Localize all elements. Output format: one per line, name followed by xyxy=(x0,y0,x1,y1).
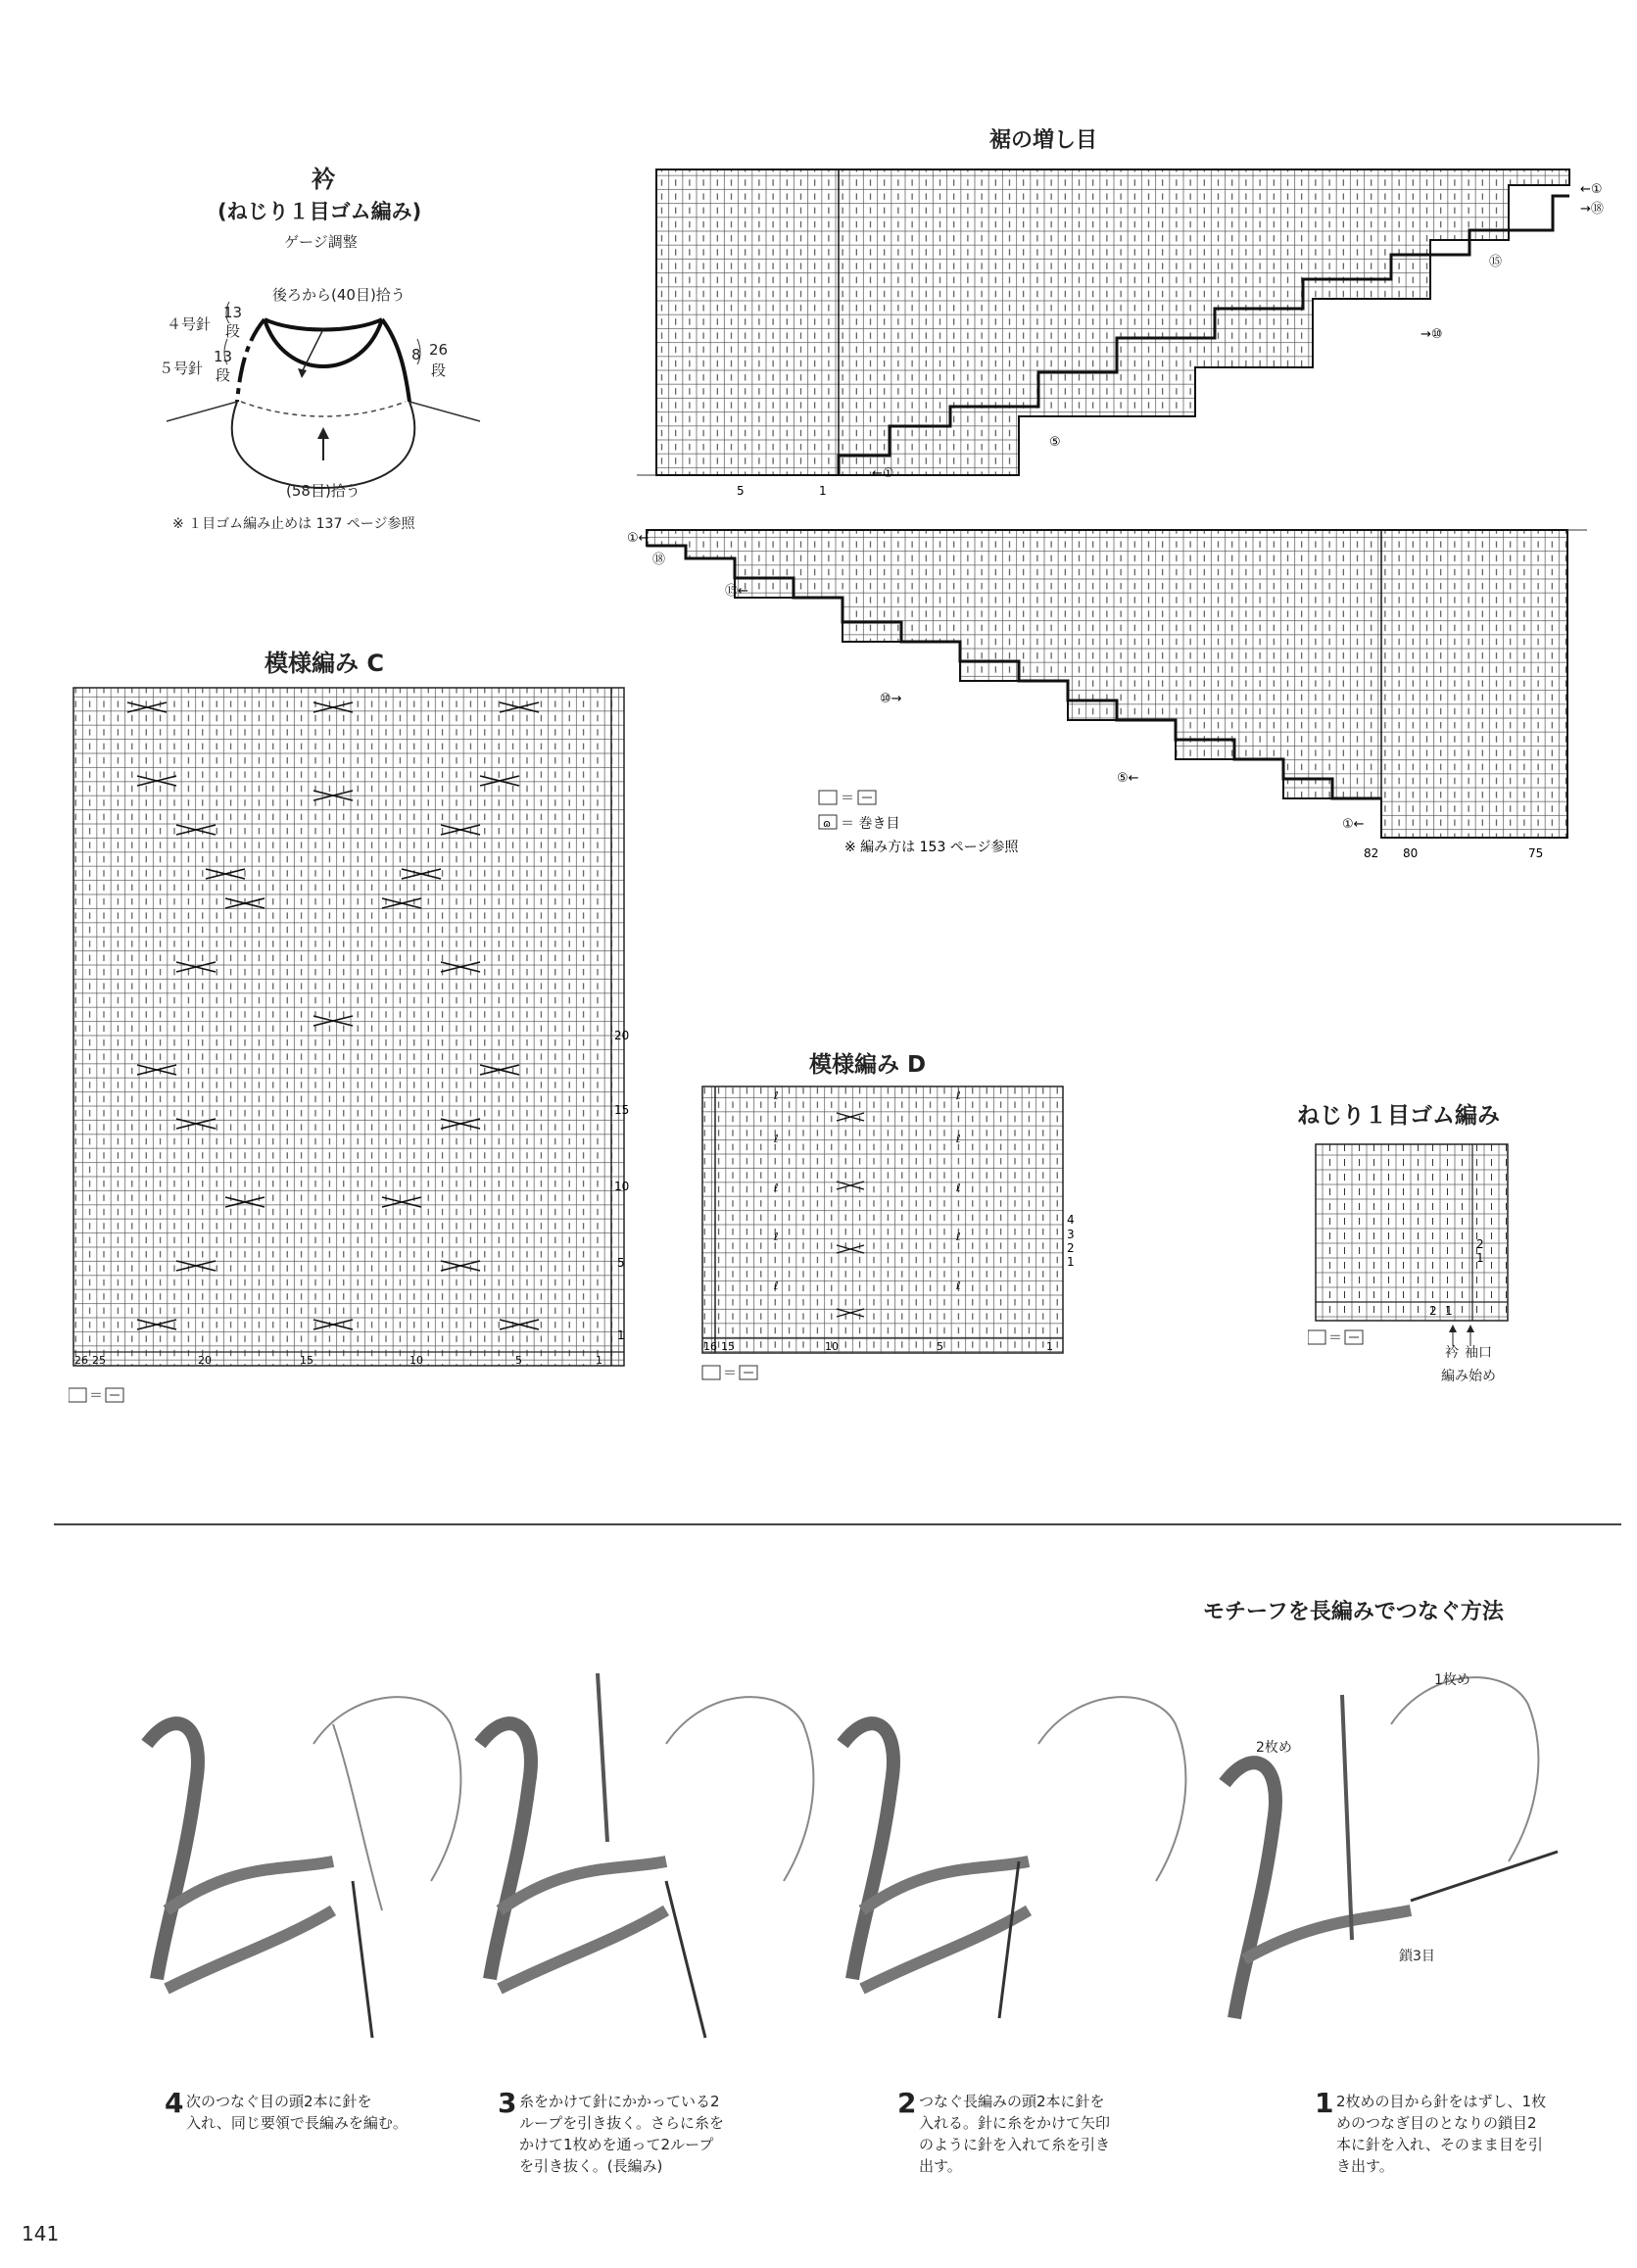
svg-text:1: 1 xyxy=(1046,1340,1053,1353)
step-text-line: 出す。 xyxy=(919,2157,962,2175)
svg-text:ℓ: ℓ xyxy=(774,1231,779,1243)
motif-chain3-label: 鎖3目 xyxy=(1399,1949,1435,1964)
svg-text:1: 1 xyxy=(819,484,827,498)
svg-text:①←: ①← xyxy=(1342,817,1365,832)
collar-bind-off-note: ※ １目ゴム編み止めは 137 ページ参照 xyxy=(172,516,415,532)
motif-step-4 xyxy=(165,2087,408,2132)
svg-text:15: 15 xyxy=(300,1354,313,1367)
svg-text:＝ 巻き目: ＝ 巻き目 xyxy=(841,816,900,832)
svg-text:1: 1 xyxy=(596,1354,602,1367)
pattern-c-title: 模様編み C xyxy=(265,650,384,677)
svg-text:16: 16 xyxy=(703,1340,717,1353)
step-text-line: 糸をかけて針にかかっている2 xyxy=(519,2093,720,2110)
svg-text:ℓ: ℓ xyxy=(956,1182,961,1194)
motif-join-illustrations xyxy=(137,1665,1607,2067)
step-number: 3 xyxy=(498,2087,517,2119)
motif-step-1 xyxy=(1315,2087,1547,2175)
collar-front-pick-label: (58目)拾う xyxy=(286,482,361,500)
svg-text:10: 10 xyxy=(825,1340,839,1353)
svg-text:10: 10 xyxy=(614,1180,630,1193)
svg-text:1: 1 xyxy=(1445,1304,1453,1318)
collar-back-pick-label: 後ろから(40目)拾う xyxy=(272,286,406,304)
svg-text:20: 20 xyxy=(614,1029,630,1042)
motif-step-3 xyxy=(498,2087,724,2175)
twisted-rib-title: ねじり１目ゴム編み xyxy=(1297,1103,1500,1129)
motif-second-label: 2枚め xyxy=(1256,1740,1292,1756)
step-text-line: のように針を入れて糸を引き xyxy=(919,2136,1111,2153)
step-text-line: 本に針を入れ、そのまま目を引 xyxy=(1336,2136,1543,2153)
svg-text:15: 15 xyxy=(721,1340,735,1353)
svg-text:2: 2 xyxy=(1067,1241,1075,1255)
svg-text:25: 25 xyxy=(92,1354,106,1367)
collar-26-label: 26 xyxy=(429,341,449,359)
svg-text:ℓ: ℓ xyxy=(956,1279,961,1292)
svg-text:ℓ: ℓ xyxy=(774,1089,779,1102)
svg-text:82: 82 xyxy=(1364,846,1379,860)
hem-title: 裾の増し目 xyxy=(989,128,1098,153)
svg-text:3: 3 xyxy=(1067,1228,1075,1241)
svg-text:26: 26 xyxy=(74,1354,88,1367)
collar-dan-b-label: 段 xyxy=(216,366,231,384)
svg-text:←①: ←① xyxy=(1580,182,1603,197)
step-text-line: 次のつなぐ目の頭2本に針を xyxy=(186,2093,372,2110)
svg-text:1: 1 xyxy=(1476,1251,1484,1265)
motif-first-label: 1枚め xyxy=(1434,1672,1470,1688)
svg-text:ɷ: ɷ xyxy=(823,817,832,830)
section-divider xyxy=(54,1523,1621,1525)
svg-text:⑤←: ⑤← xyxy=(1117,771,1139,786)
collar-8-label: 8 xyxy=(411,346,421,363)
svg-text:1: 1 xyxy=(1067,1255,1075,1269)
collar-gauge-note: ゲージ調整 xyxy=(284,233,358,251)
collar-13a-label: 13 xyxy=(223,304,243,321)
svg-text:5: 5 xyxy=(617,1256,625,1270)
step-number: 1 xyxy=(1315,2087,1334,2119)
step-text-line: 入れる。針に糸をかけて矢印 xyxy=(919,2114,1111,2132)
motif-join-title: モチーフを長編みでつなぐ方法 xyxy=(1203,1600,1504,1624)
pattern-d-title: 模様編み D xyxy=(809,1052,927,1078)
step-text-line: ループを引き抜く。さらに糸を xyxy=(519,2114,724,2132)
svg-text:ℓ: ℓ xyxy=(956,1133,961,1145)
step-text-line: き出す。 xyxy=(1336,2157,1394,2175)
step-text-line: 入れ、同じ要領で長編みを編む。 xyxy=(186,2114,408,2132)
step-text-line: つなぐ長編みの頭2本に針を xyxy=(919,2093,1105,2110)
svg-text:→⑱: →⑱ xyxy=(1580,202,1604,217)
svg-text:2: 2 xyxy=(1476,1237,1484,1251)
hem-charts xyxy=(627,162,1607,1014)
svg-text:＝: ＝ xyxy=(89,1388,103,1404)
collar-subtitle: (ねじり１目ゴム編み) xyxy=(217,200,422,223)
svg-text:⑤: ⑤ xyxy=(1049,435,1061,450)
svg-text:ℓ: ℓ xyxy=(774,1133,779,1145)
svg-text:①←: ①← xyxy=(627,531,650,546)
svg-text:⑩→: ⑩→ xyxy=(880,692,902,706)
collar-dan-a-label: 段 xyxy=(225,322,241,340)
motif-step-2 xyxy=(897,2087,1111,2175)
svg-text:ℓ: ℓ xyxy=(774,1279,779,1292)
svg-text:1: 1 xyxy=(617,1328,625,1342)
step-text-line: めのつなぎ目のとなりの鎖目2 xyxy=(1336,2114,1537,2132)
svg-text:5: 5 xyxy=(737,484,745,498)
step-text-line: 2枚めの目から針をはずし、1枚 xyxy=(1336,2093,1547,2110)
svg-text:＝: ＝ xyxy=(723,1366,737,1381)
svg-text:＝: ＝ xyxy=(1328,1330,1342,1346)
collar-needle4-label: ４号針 xyxy=(167,315,212,333)
svg-text:ℓ: ℓ xyxy=(956,1089,961,1102)
twisted-rib-start-label: 編み始め xyxy=(1441,1369,1496,1384)
collar-dan-c-label: 段 xyxy=(431,362,447,379)
svg-text:80: 80 xyxy=(1403,846,1419,860)
svg-text:←①: ←① xyxy=(872,466,894,481)
svg-text:⑱: ⑱ xyxy=(652,553,666,567)
pattern-d-chart xyxy=(698,1084,1119,1387)
svg-text:＝: ＝ xyxy=(841,791,854,806)
svg-text:15: 15 xyxy=(614,1103,630,1117)
twisted-rib-cuff-label: 袖口 xyxy=(1465,1345,1492,1361)
collar-title: 衿 xyxy=(312,166,335,193)
svg-text:5: 5 xyxy=(937,1340,943,1353)
twisted-rib-chart xyxy=(1308,1140,1533,1366)
step-text-line: かけて1枚めを通って2ループ xyxy=(519,2136,714,2153)
svg-text:2: 2 xyxy=(1429,1304,1437,1318)
svg-text:⑮: ⑮ xyxy=(1489,255,1503,269)
step-number: 4 xyxy=(165,2087,184,2119)
svg-text:ℓ: ℓ xyxy=(956,1231,961,1243)
svg-text:10: 10 xyxy=(409,1354,423,1367)
svg-text:75: 75 xyxy=(1528,846,1544,860)
pattern-c-chart xyxy=(69,683,637,1408)
step-number: 2 xyxy=(897,2087,917,2119)
svg-text:4: 4 xyxy=(1067,1213,1075,1227)
svg-text:⑮←: ⑮← xyxy=(725,584,748,599)
collar-needle5-label: ５号針 xyxy=(159,360,204,377)
svg-text:ℓ: ℓ xyxy=(774,1182,779,1194)
svg-text:20: 20 xyxy=(198,1354,212,1367)
twisted-rib-collar-label: 衿 xyxy=(1445,1345,1459,1361)
svg-text:※ 編み方は 153 ページ参照: ※ 編み方は 153 ページ参照 xyxy=(844,840,1019,855)
svg-text:→⑩: →⑩ xyxy=(1420,327,1443,342)
step-text-line: を引き抜く。(長編み) xyxy=(519,2157,663,2175)
collar-13b-label: 13 xyxy=(214,348,233,365)
svg-text:5: 5 xyxy=(515,1354,522,1367)
page-number: 141 xyxy=(22,2222,60,2245)
